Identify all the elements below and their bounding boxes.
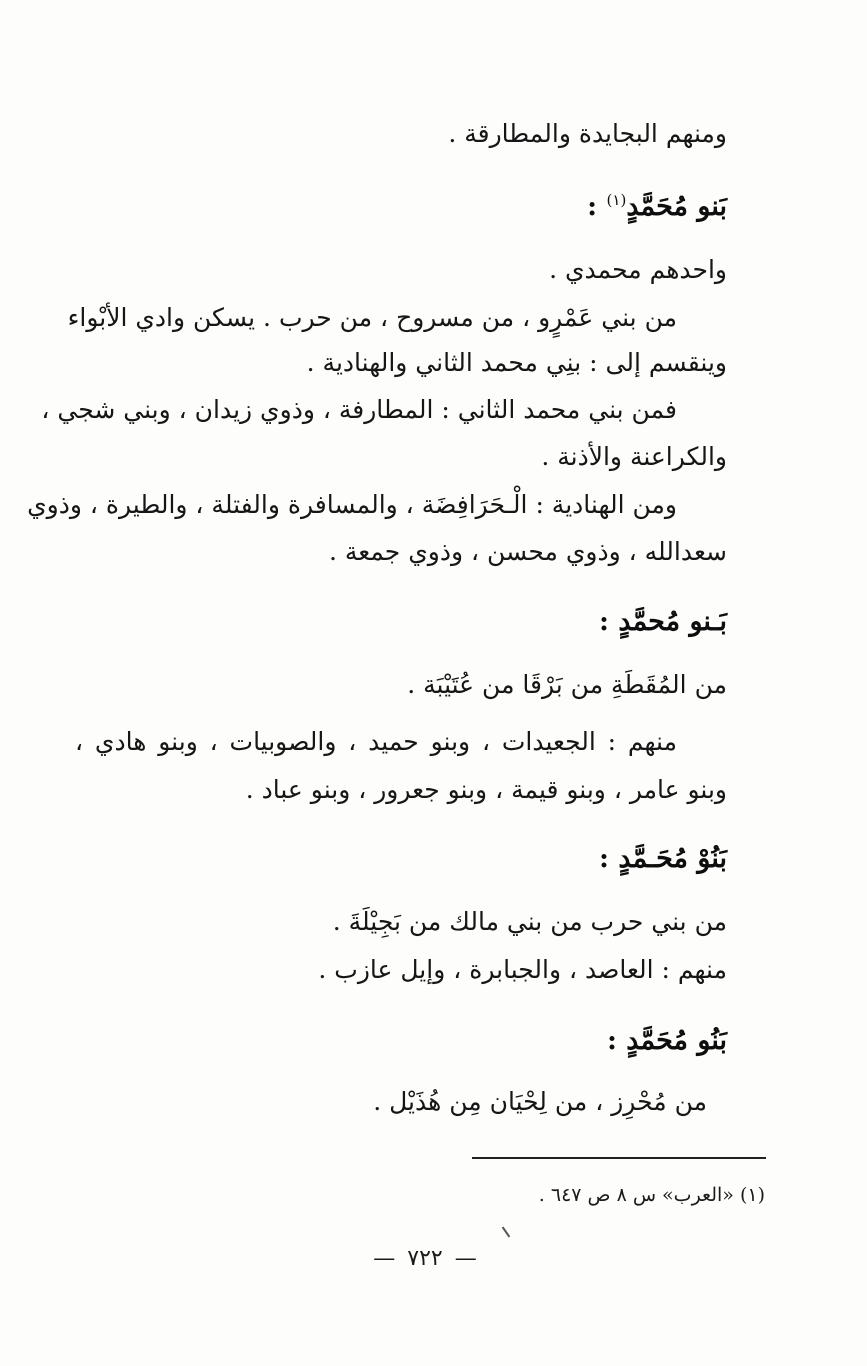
section-heading-1-title: بَنو مُحَمَّدٍ xyxy=(626,191,727,222)
text-line-5: فمن بني محمد الثاني : المطارفة ، وذوي زيدان ، وبني شجي ، xyxy=(41,395,677,424)
section-heading-2: بَـنو مُحمَّدٍ : xyxy=(599,606,727,637)
page-number-dash-left: — xyxy=(373,1246,396,1271)
text-line-4: وينقسم إلى : بنِي محمد الثاني والهنادية . xyxy=(306,348,727,377)
text-line-11: وبنو عامر ، وبنو قيمة ، وبنو جعرور ، وبنو عباد . xyxy=(245,775,727,804)
section-heading-3: بَنُوْ مُحَـمَّدٍ : xyxy=(599,843,727,874)
text-line-2: واحدهم محمدي . xyxy=(549,255,727,284)
print-speck xyxy=(502,1227,511,1238)
page-number-value: ٧٢٢ xyxy=(407,1246,443,1271)
text-line-14: من مُحْرِز ، من لِحْيَان مِن هُذَيْل . xyxy=(373,1087,707,1116)
text-line-8: سعدالله ، وذوي محسن ، وذوي جمعة . xyxy=(328,537,727,566)
section-heading-1-colon: : xyxy=(587,191,607,222)
text-line-9: من المُقَطَةِ من بَرْقَا من عُتَيْبَة . xyxy=(407,670,727,699)
footnote: (١) «العرب» س ٨ ص ٦٤٧ . xyxy=(538,1184,765,1206)
text-line-10: منهم : الجعيدات ، وبنو حميد ، والصوبيات ، وبنو هادي ، xyxy=(75,727,677,756)
text-line-1: ومنهم البجايدة والمطارقة . xyxy=(448,119,727,148)
page-number-dash-right: — xyxy=(454,1246,477,1271)
text-line-7: ومن الهنادية : الْـحَرَافِضَة ، والمسافرة والفتلة ، والطيرة ، وذوي xyxy=(27,490,677,519)
text-line-12: من بني حرب من بني مالك من بَجِيْلَةَ . xyxy=(332,907,727,936)
text-line-13: منهم : العاصد ، والجبابرة ، وإيل عازب . xyxy=(318,955,727,984)
text-line-3: من بني عَمْرٍو ، من مسروح ، من حرب . يسكن وادي الأبْواء xyxy=(67,303,677,332)
footnote-divider xyxy=(472,1157,766,1159)
section-heading-4: بَنُو مُحَمَّدٍ : xyxy=(606,1025,727,1056)
page-number xyxy=(360,1242,490,1276)
footnote-reference[interactable]: (١) xyxy=(606,191,627,209)
text-line-6: والكراعنة والأذنة . xyxy=(541,442,727,471)
section-heading-1 xyxy=(587,186,727,228)
